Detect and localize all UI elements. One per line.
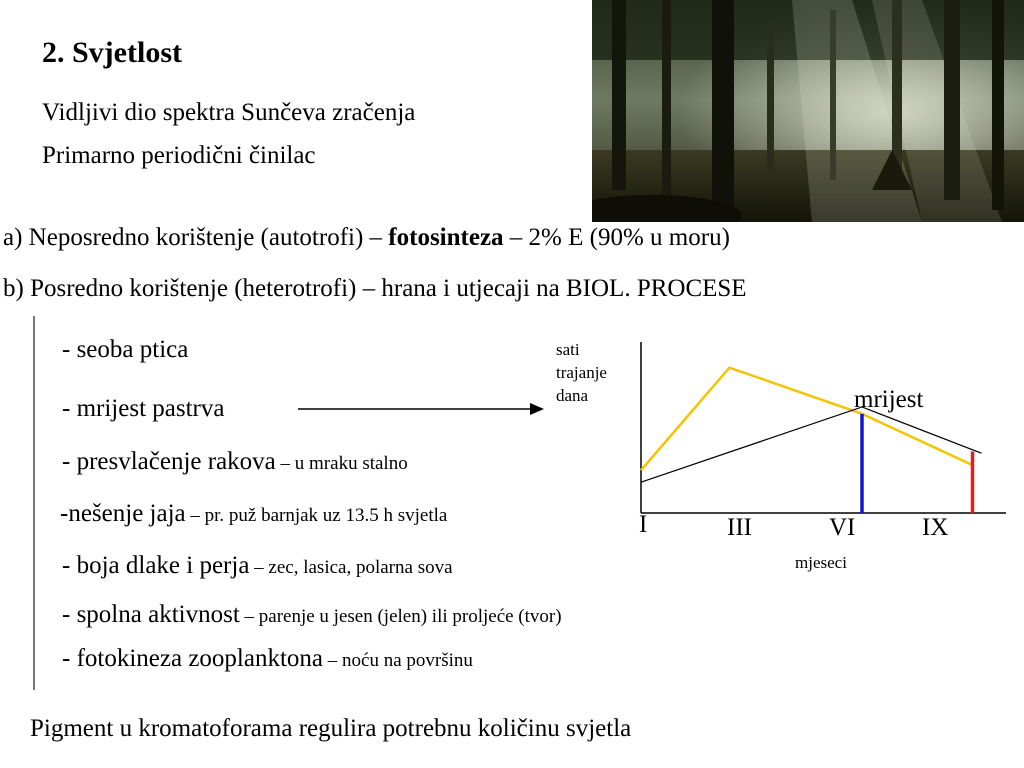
subtitle-periodic: Primarno periodični činilac xyxy=(42,142,316,169)
list-item xyxy=(62,601,562,629)
list-item-note: – pr. puž barnjak uz 13.5 h svjetla xyxy=(185,505,448,526)
list-item-main: - spolna aktivnost xyxy=(62,601,240,628)
line-a-bold: fotosinteza xyxy=(388,224,504,251)
chart-xlabel: mjeseci xyxy=(795,553,847,572)
list-item-note: – u mraku stalno xyxy=(275,453,408,474)
list-item-note: – parenje u jesen (jelen) ili proljeće (tvor) xyxy=(239,606,562,627)
series-line-yellow xyxy=(641,368,973,471)
line-a-suffix: – 2% E (90% u moru) xyxy=(503,224,730,251)
list-item-main: - fotokineza zooplanktona xyxy=(62,645,324,672)
chart-ylabel-line: dana xyxy=(556,386,589,405)
list-item-main: - mrijest pastrva xyxy=(62,395,225,422)
list-item xyxy=(60,500,447,528)
chart-ylabel-line: sati xyxy=(556,340,580,359)
x-tick-label: III xyxy=(727,514,752,541)
list-item xyxy=(62,552,453,580)
line-b-heterotrophs: b) Posredno korištenje (heterotrofi) – hrana i utjecaji na BIOL. PROCESE xyxy=(3,275,747,302)
bottom-statement: Pigment u kromatoforama regulira potrebnu količinu svjetla xyxy=(30,715,632,742)
forest-photo xyxy=(592,0,1024,222)
chart-ylabel-line: trajanje xyxy=(556,363,607,382)
line-a-prefix: a) Neposredno korištenje (autotrofi) – xyxy=(3,224,389,251)
chart-ylabel xyxy=(556,338,607,407)
x-tick-label: I xyxy=(639,511,648,538)
list-item xyxy=(62,448,408,476)
left-divider xyxy=(33,316,35,690)
list-item-main: - seoba ptica xyxy=(62,336,189,363)
daylength-chart xyxy=(626,330,1024,580)
list-item-main: -nešenje jaja xyxy=(60,500,186,527)
list-item xyxy=(62,336,188,364)
list-item-main: - boja dlake i perja xyxy=(62,552,250,579)
x-tick-label: IX xyxy=(922,514,949,541)
subtitle-spectrum: Vidljivi dio spektra Sunčeva zračenja xyxy=(42,99,416,126)
chart-annotation-mrijest: mrijest xyxy=(854,386,924,413)
slide-title: 2. Svjetlost xyxy=(42,36,182,69)
x-tick-label: VI xyxy=(829,514,856,541)
list-item-note: – zec, lasica, polarna sova xyxy=(249,557,453,578)
list-item-note: – noću na površinu xyxy=(323,650,473,671)
line-a-autotrophs xyxy=(3,224,730,252)
list-item xyxy=(62,395,224,423)
list-item xyxy=(62,645,473,673)
list-item-main: - presvlačenje rakova xyxy=(62,448,276,475)
arrow-right-icon xyxy=(298,398,548,420)
